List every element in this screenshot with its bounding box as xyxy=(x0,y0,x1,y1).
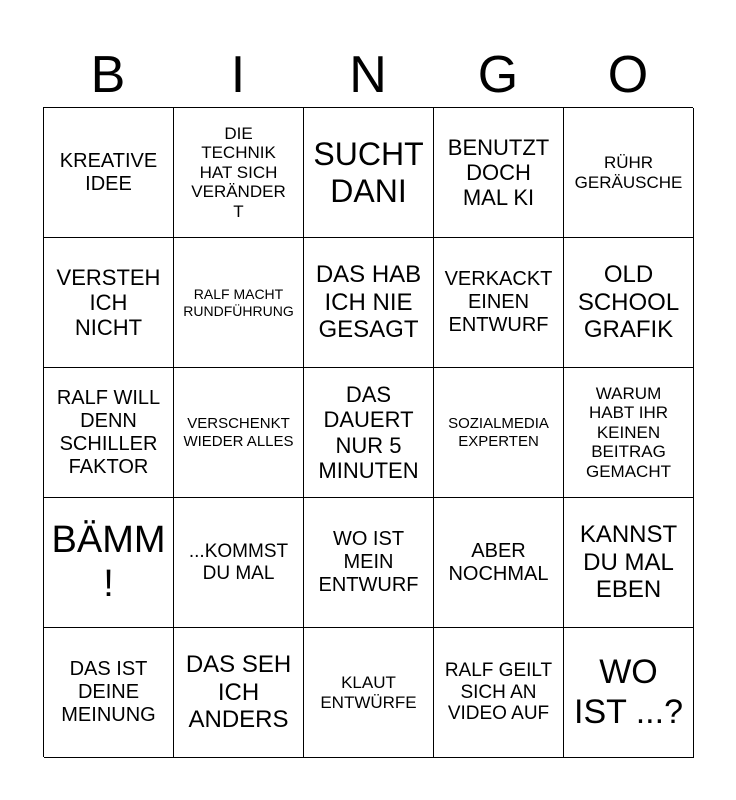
bingo-cell-r5c4[interactable] xyxy=(434,628,564,758)
cell-label: DAS SEH ICH ANDERS xyxy=(185,651,292,734)
bingo-cell-r1c1[interactable] xyxy=(44,108,174,238)
bingo-cell-r4c4[interactable] xyxy=(434,498,564,628)
cell-label: SOZIALMEDIA EXPERTEN xyxy=(448,415,549,450)
cell-label: KLAUT ENTWÜRFE xyxy=(320,672,417,712)
cell-label: KREATIVE IDEE xyxy=(59,149,158,195)
cell-label: VERSTEH ICH NICHT xyxy=(56,264,161,341)
header-letter-b: B xyxy=(90,46,126,104)
header-letter-g: G xyxy=(477,46,519,104)
bingo-cell-r4c1[interactable] xyxy=(44,498,174,628)
cell-label: DAS HAB ICH NIE GESAGT xyxy=(315,261,422,344)
cell-label: WO IST ...? xyxy=(574,653,683,731)
bingo-cell-r1c2[interactable] xyxy=(174,108,304,238)
bingo-cell-r5c3[interactable] xyxy=(304,628,434,758)
cell-label: VERKACKT EINEN ENTWURF xyxy=(444,268,553,336)
bingo-cell-r5c5[interactable] xyxy=(564,628,694,758)
bingo-cell-r3c1[interactable] xyxy=(44,368,174,498)
cell-label: RALF GEILT SICH AN VIDEO AUF xyxy=(444,659,553,725)
cell-label: OLD SCHOOL GRAFIK xyxy=(577,261,680,344)
cell-label: KANNST DU MAL EBEN xyxy=(579,521,678,604)
bingo-cell-r1c3[interactable] xyxy=(304,108,434,238)
bingo-header xyxy=(43,42,693,108)
bingo-board xyxy=(43,107,693,757)
bingo-cell-r3c4[interactable] xyxy=(434,368,564,498)
header-letter-n: N xyxy=(349,46,387,104)
bingo-cell-r1c5[interactable] xyxy=(564,108,694,238)
cell-label: WARUM HABT IHR KEINEN BEITRAG GEMACHT xyxy=(586,383,671,481)
bingo-cell-r4c5[interactable] xyxy=(564,498,694,628)
bingo-cell-r2c5[interactable] xyxy=(564,238,694,368)
bingo-cell-r2c2[interactable] xyxy=(174,238,304,368)
header-letter-o: O xyxy=(607,46,649,104)
bingo-cell-r3c2[interactable] xyxy=(174,368,304,498)
bingo-cell-r3c5[interactable] xyxy=(564,368,694,498)
bingo-cell-r1c4[interactable] xyxy=(434,108,564,238)
bingo-cell-r3c3[interactable] xyxy=(304,368,434,498)
cell-label: RÜHR GERÄUSCHE xyxy=(574,152,683,192)
cell-label: VERSCHENKT WIEDER ALLES xyxy=(183,415,294,450)
cell-label: RALF WILL DENN SCHILLER FAKTOR xyxy=(56,386,161,478)
cell-label: BENUTZT DOCH MAL KI xyxy=(447,134,550,211)
cell-label: DAS IST DEINE MEINUNG xyxy=(61,658,156,726)
bingo-cell-r2c1[interactable] xyxy=(44,238,174,368)
cell-label: ABER NOCHMAL xyxy=(448,539,549,585)
bingo-cell-r2c4[interactable] xyxy=(434,238,564,368)
bingo-cell-r5c2[interactable] xyxy=(174,628,304,758)
bingo-cell-r4c3[interactable] xyxy=(304,498,434,628)
cell-label: DIE TECHNIK HAT SICH VERÄNDERT xyxy=(191,123,286,221)
bingo-cell-r4c2[interactable] xyxy=(174,498,304,628)
header-letter-i: I xyxy=(230,46,246,104)
cell-label: ...KOMMST DU MAL xyxy=(188,540,289,584)
cell-label: RALF MACHT RUNDFÜHRUNG xyxy=(183,286,294,319)
bingo-cell-r2c3[interactable] xyxy=(304,238,434,368)
cell-label: BÄMM ! xyxy=(51,518,166,605)
bingo-cell-r5c1[interactable] xyxy=(44,628,174,758)
cell-label: WO IST MEIN ENTWURF xyxy=(318,528,419,596)
cell-label: SUCHT DANI xyxy=(313,135,424,209)
cell-label: DAS DAUERT NUR 5 MINUTEN xyxy=(318,381,419,483)
